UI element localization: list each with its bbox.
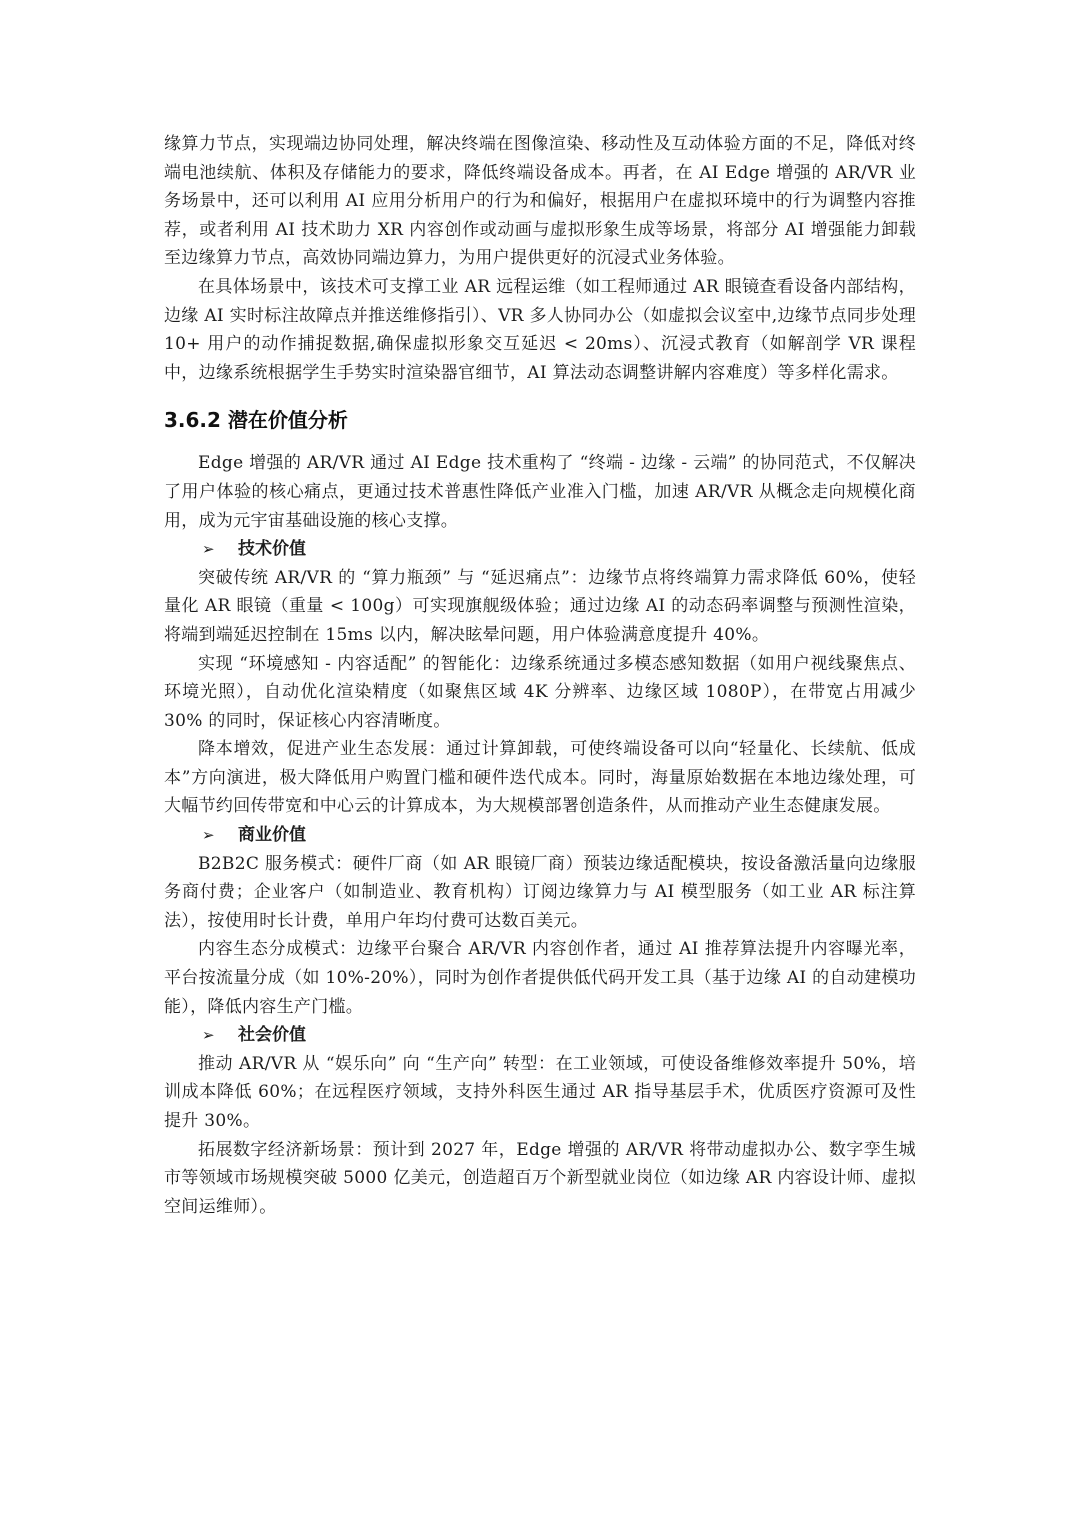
bullet-tech-value (164, 535, 916, 564)
section-intro-paragraph: Edge 增强的 AR/VR 通过 AI Edge 技术重构了 “终端 - 边缘 - 云端” 的协同范式，不仅解决了用户体验的核心痛点，更通过技术普惠性降低产业准入门槛，加速 AR/VR 从概念走向规模化商用，成为元宇宙基础设施的核心支撑。 (164, 453, 916, 531)
bullet-label: 商业价值 (238, 825, 306, 846)
document-page (164, 130, 916, 1221)
arrow-bullet-icon: ➢ (202, 540, 215, 559)
body-paragraph: 缘算力节点，实现端边协同处理，解决终端在图像渲染、移动性及互动体验方面的不足，降低对终端电池续航、体积及存储能力的要求，降低终端设备成本。再者，在 AI Edge 增强的 AR/VR 业务场景中，还可以利用 AI 应用分析用户的行为和偏好，根据用户在虚拟环境中的行为调整内容推荐，或者利用 AI 技术助力 XR 内容创作或动画与虚拟形象生成等场景，将部分 AI 增强能力卸载至边缘算力节点，高效协同端边算力，为用户提供更好的沉浸式业务体验。 (164, 134, 916, 269)
body-paragraph: 在具体场景中，该技术可支撑工业 AR 远程运维（如工程师通过 AR 眼镜查看设备内部结构，边缘 AI 实时标注故障点并推送维修指引）、VR 多人协同办公（如虚拟会议室中,边缘节点同步处理 10+ 用户的动作捕捉数据,确保虚拟形象交互延迟 < 20ms）、沉浸式教育（如解剖学 VR 课程中，边缘系统根据学生手势实时渲染器官细节，AI 算法动态调整讲解内容难度）等多样化需求。 (164, 276, 916, 383)
body-paragraph: 内容生态分成模式：边缘平台聚合 AR/VR 内容创作者，通过 AI 推荐算法提升内容曝光率，平台按流量分成（如 10%-20%），同时为创作者提供低代码开发工具（基于边缘 AI 的自动建模功能），降低内容生产门槛。 (164, 939, 916, 1017)
bullet-business-value (164, 821, 916, 850)
body-paragraph: 突破传统 AR/VR 的 “算力瓶颈” 与 “延迟痛点”：边缘节点将终端算力需求降低 60%，使轻量化 AR 眼镜（重量 < 100g）可实现旗舰级体验；通过边缘 AI 的动态码率调整与预测性渲染，将端到端延迟控制在 15ms 以内，解决眩晕问题，用户体验满意度提升 40%。 (164, 567, 916, 645)
body-paragraph: 降本增效，促进产业生态发展：通过计算卸载，可使终端设备可以向“轻量化、长续航、低成本”方向演进，极大降低用户购置门槛和硬件迭代成本。同时，海量原始数据在本地边缘处理，可大幅节约回传带宽和中心云的计算成本，为大规模部署创造条件，从而推动产业生态健康发展。 (164, 739, 916, 817)
section-heading: 3.6.2 潜在价值分析 (164, 408, 348, 433)
arrow-bullet-icon: ➢ (202, 826, 215, 845)
bullet-label: 社会价值 (238, 1025, 306, 1046)
bullet-label: 技术价值 (238, 539, 306, 560)
body-paragraph: 实现 “环境感知 - 内容适配” 的智能化：边缘系统通过多模态感知数据（如用户视线聚焦点、环境光照），自动优化渲染精度（如聚焦区域 4K 分辨率、边缘区域 1080P），在带宽占用减少 30% 的同时，保证核心内容清晰度。 (164, 653, 916, 731)
arrow-bullet-icon: ➢ (202, 1026, 215, 1045)
body-paragraph: 推动 AR/VR 从 “娱乐向” 向 “生产向” 转型：在工业领域，可使设备维修效率提升 50%，培训成本降低 60%；在远程医疗领域，支持外科医生通过 AR 指导基层手术，优质医疗资源可及性提升 30%。 (164, 1053, 916, 1131)
bullet-social-value (164, 1021, 916, 1050)
body-paragraph: B2B2C 服务模式：硬件厂商（如 AR 眼镜厂商）预装边缘适配模块，按设备激活量向边缘服务商付费；企业客户（如制造业、教育机构）订阅边缘算力与 AI 模型服务（如工业 AR 标注算法），按使用时长计费，单用户年均付费可达数百美元。 (164, 853, 916, 931)
body-paragraph: 拓展数字经济新场景：预计到 2027 年，Edge 增强的 AR/VR 将带动虚拟办公、数字孪生城市等领域市场规模突破 5000 亿美元，创造超百万个新型就业岗位（如边缘 AR 内容设计师、虚拟空间运维师）。 (164, 1139, 916, 1217)
